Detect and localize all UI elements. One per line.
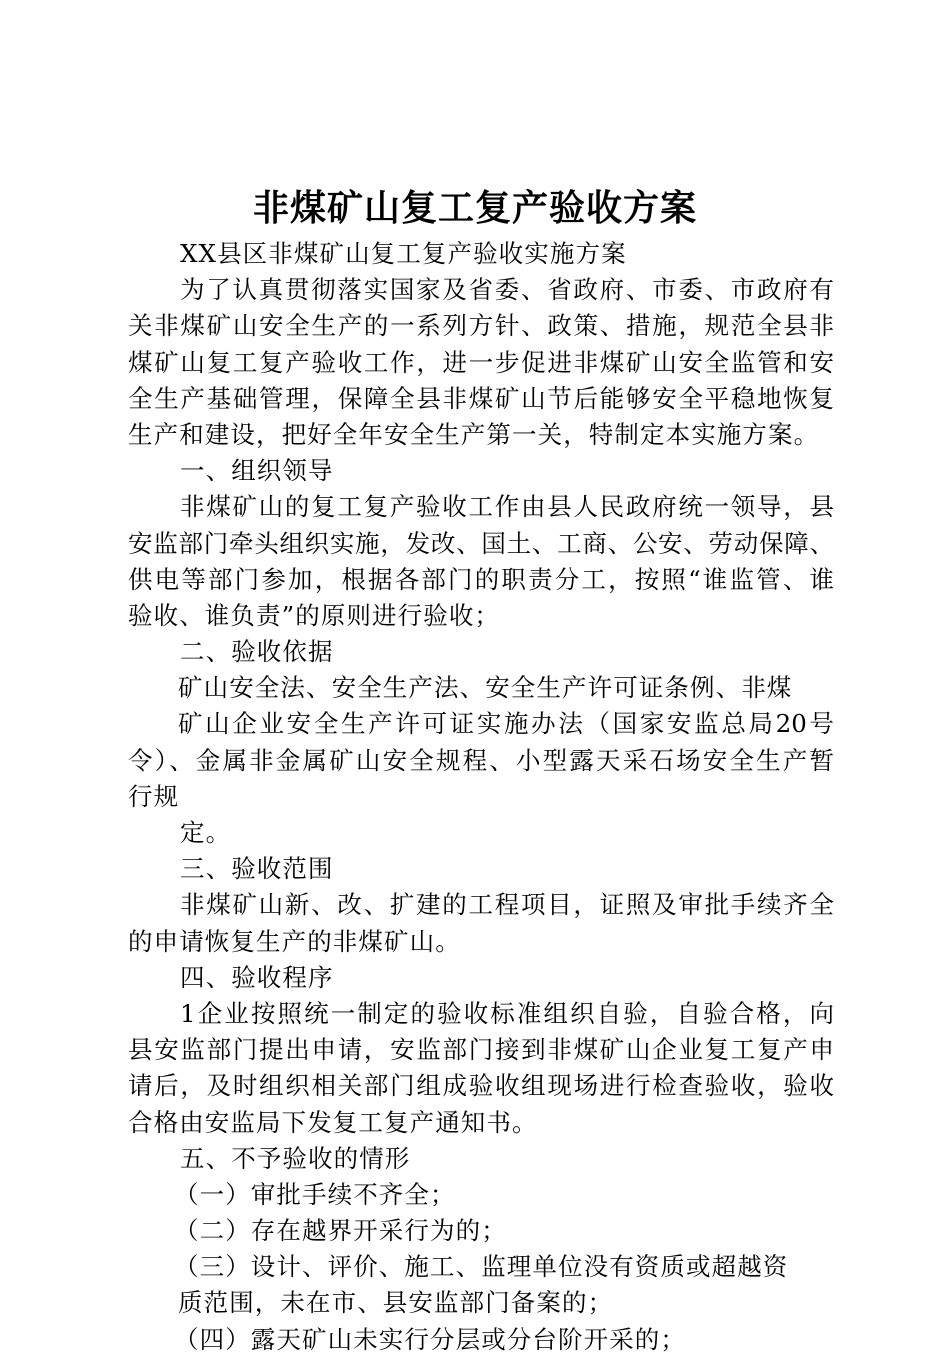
- paragraph-line: 县安监部门提出申请，安监部门接到非煤矿山企业复工复产申: [128, 1035, 834, 1065]
- paragraph-line: 请后，及时组织相关部门组成验收组现场进行检查验收，验收: [128, 1071, 834, 1101]
- paragraph-line: 为了认真贯彻落实国家及省委、省政府、市委、市政府有: [180, 275, 834, 305]
- subtitle-line: XX县区非煤矿山复工复产验收实施方案: [180, 239, 627, 268]
- section-heading: 五、不予验收的情形: [180, 1143, 411, 1173]
- paragraph-line: 非煤矿山的复工复产验收工作由县人民政府统一领导，县: [180, 492, 834, 522]
- paragraph-line: 令）、金属非金属矿山安全规程、小型露天采石场安全生产暂: [128, 745, 834, 775]
- paragraph-line: 矿山安全法、安全生产法、安全生产许可证条例、非煤: [178, 673, 793, 703]
- list-item: （二）存在越界开采行为的；: [174, 1216, 507, 1246]
- paragraph-line: 验收、谁负责”的原则进行验收；: [128, 600, 501, 630]
- paragraph-line: 行规: [128, 781, 180, 811]
- paragraph-line: 生产和建设，把好全年安全生产第一关，特制定本实施方案。: [128, 419, 820, 449]
- list-item: （三）设计、评价、施工、监理单位没有资质或超越资: [174, 1252, 789, 1282]
- paragraph-line: 的申请恢复生产的非煤矿山。: [128, 926, 461, 956]
- paragraph-line: 安监部门牵头组织实施，发改、国土、工商、公安、劳动保障、: [128, 528, 834, 558]
- paragraph-line: 定。: [180, 818, 232, 847]
- paragraph-line: 供电等部门参加，根据各部门的职责分工，按照“谁监管、谁: [128, 564, 834, 594]
- section-heading: 四、验收程序: [180, 962, 334, 992]
- paragraph-line: 全生产基础管理，保障全县非煤矿山节后能够安全平稳地恢复: [128, 383, 834, 413]
- paragraph-line: 合格由安监局下发复工复产通知书。: [128, 1107, 538, 1137]
- section-heading: 二、验收依据: [180, 637, 334, 667]
- document-title: 非煤矿山复工复产验收方案: [252, 187, 697, 229]
- paragraph-line: 煤矿山复工复产验收工作，进一步促进非煤矿山安全监管和安: [128, 347, 834, 377]
- document-body: [128, 236, 834, 1358]
- list-item-continuation: 质范围，未在市、县安监部门备案的；: [178, 1288, 614, 1318]
- paragraph-line: 1企业按照统一制定的验收标准组织自验，自验合格，向: [180, 998, 834, 1028]
- list-item: （一）审批手续不齐全；: [174, 1179, 456, 1209]
- list-item: （四）露天矿山未实行分层或分台阶开采的；: [174, 1324, 686, 1354]
- section-heading: 一、组织领导: [180, 456, 334, 486]
- paragraph-line: 关非煤矿山安全生产的一系列方针、政策、措施，规范全县非: [128, 311, 834, 341]
- section-heading: 三、验收范围: [180, 854, 334, 884]
- paragraph-line: 矿山企业安全生产许可证实施办法（国家安监总局20号: [178, 709, 834, 739]
- paragraph-line: 非煤矿山新、改、扩建的工程项目，证照及审批手续齐全: [180, 890, 834, 920]
